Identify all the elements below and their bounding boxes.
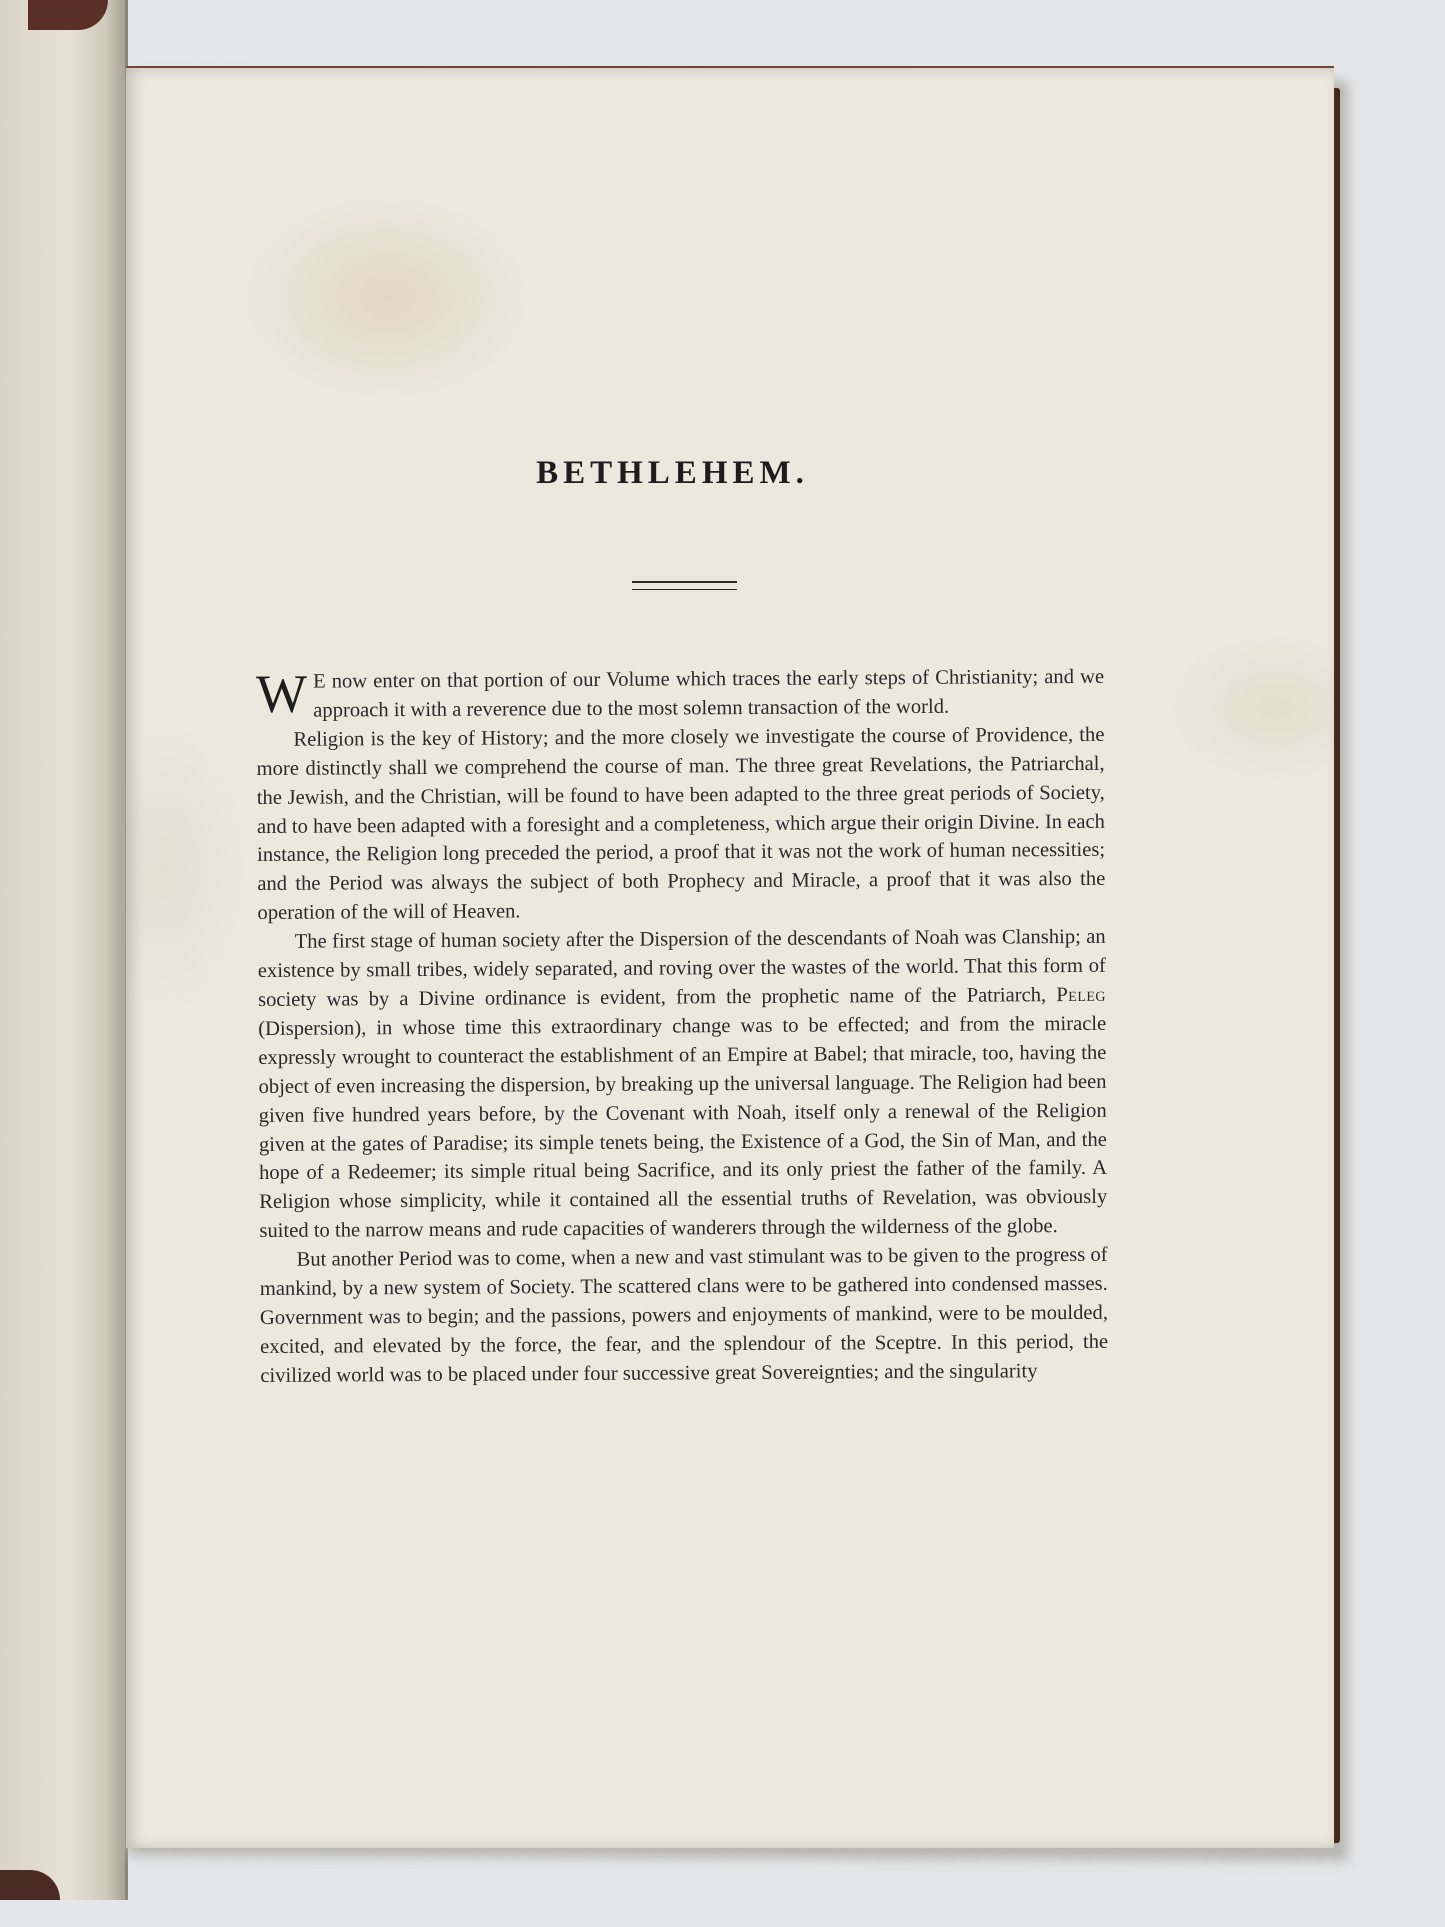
paragraph-1 [256,663,1104,726]
binding-corner-top [28,0,108,30]
paragraph-2: Religion is the key of History; and the more closely we investigate the course of Providence, the more distinctly shall we comprehend the course of man. The three great Revelations, the Patriarchal, the Jewish, and the Christian, will be found to have been adapted to the three great periods of Society, and to have been adapted with a foresight and a completeness, which argue their origin Divine. In each instance, the Religion long preceded the period, a proof that it was not the work of human necessities; and the Period was always the subject of both Prophecy and Miracle, a proof that it was also the operation of the will of Heaven. [256,723,1106,925]
paragraph-3-before: The first stage of human society after the Dispersion of the descendants of Noah was Clanship; an existence by small tribes, widely separated, and roving over the wastes of the world. That this form of society was by a Divine ordinance is evident, from the prophetic name of the Patriarch, [257,925,1106,1011]
left-page-edge [0,0,128,1900]
title-rule [632,581,737,590]
drop-cap: W [255,663,308,724]
chapter-title: BETHLEHEM. [536,455,809,491]
paragraph-3 [258,923,1108,1246]
paragraph-3-after: (Dispersion), in whose time this extraordinary change was to be effected; and from the miracle expressly wrought to counteract the establishment of an Empire at Babel; that miracle, too, having the object of even increasing the dispersion, by breaking up the universal language. The Religion had been given five hundred years before, by the Covenant with Noah, itself only a renewal of the Religion given at the gates of Paradise; its simple tenets being, the Existence of a God, the Sin of Man, and the hope of a Redeemer; its simple ritual being Sacrifice, and its only priest the father of the family. A Religion whose simplicity, while it contained all the essential truths of Revelation, was obviously suited to the narrow means and rude capacities of wanderers through the wilderness of the globe. [258,1012,1108,1243]
patriarch-name: Peleg [1056,983,1107,1007]
binding-corner-bottom [0,1870,60,1900]
chapter-body [256,663,1108,1391]
paragraph-1-text: E now enter on that portion of our Volume which traces the early steps of Christianity; and we approach it with a reverence due to the most solemn transaction of the world. [312,665,1105,722]
paragraph-4: But another Period was to come, when a new and vast stimulant was to be given to the progress of mankind, by a new system of Society. The scattered clans were to be gathered into condensed masses. Government was to begin; and the passions, powers and enjoyments of mankind, were to be moulded, excited, and elevated by the force, the fear, and the splendour of the Sceptre. In this period, the civilized world was to be placed under four successive great Sovereignties; and the singularity [259,1243,1109,1387]
